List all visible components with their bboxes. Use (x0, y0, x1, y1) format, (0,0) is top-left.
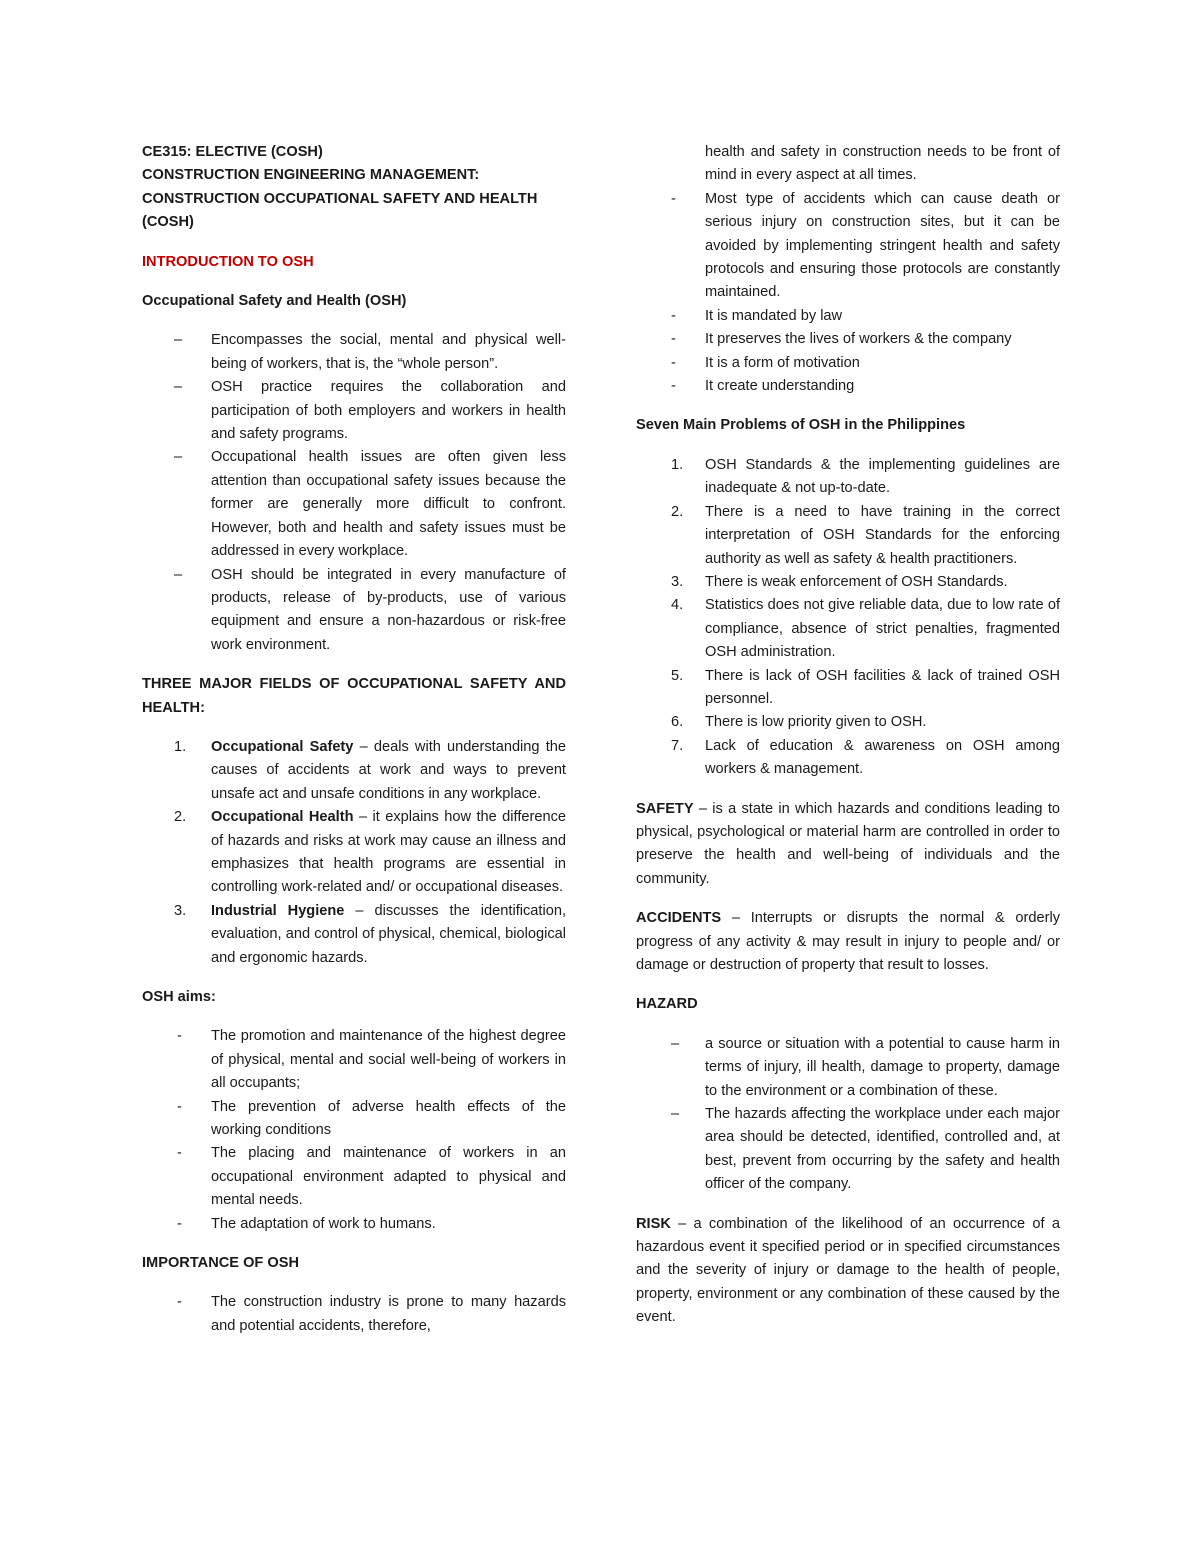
list-item: – Occupational health issues are often given less attention than occupational safety issues because the former are generally more difficult to confront. However, both and health and safety issues must be addressed in every workplace. (142, 446, 566, 563)
field-term: Industrial Hygiene (211, 902, 345, 919)
bullet-marker: – (174, 449, 183, 466)
list-item: – The hazards affecting the workplace under each major area should be detected, identified, controlled and, at best, prevent from occurring by the safety and health officer of the company. (671, 1106, 1060, 1193)
list-item: 6. There is low priority given to OSH. (671, 714, 927, 731)
list-item: – Encompasses the social, mental and physical well-being of workers, that is, the “whole person”. (142, 329, 566, 376)
problems-heading: Seven Main Problems of OSH in the Philippines (636, 417, 966, 434)
list-item: - The placing and maintenance of workers in an occupational environment adapted to physical and mental needs. (177, 1145, 566, 1209)
safety-term: SAFETY (636, 800, 694, 817)
importance-heading: IMPORTANCE OF OSH (142, 1255, 300, 1272)
hazard-list (636, 1033, 1060, 1197)
accidents-definition: ACCIDENTS – Interrupts or disrupts the normal & orderly progress of any activity & may result in injury to people and/ or damage or destruction of property that result to losses. (636, 910, 1060, 973)
right-column (636, 141, 1060, 1330)
list-item: - The prevention of adverse health effects of the working conditions (177, 1098, 566, 1139)
list-item: - It is a form of motivation (671, 354, 860, 371)
risk-term: RISK (636, 1215, 671, 1232)
intro-bullet-list (142, 329, 566, 657)
bullet-marker: – (174, 332, 183, 349)
fields-list (142, 736, 566, 970)
list-item: - It is mandated by law (671, 307, 843, 324)
list-item: 1. Occupational Safety – deals with understanding the causes of accidents at work and ways to prevent unsafe act and unsafe conditions in any workplace. (174, 738, 566, 802)
list-item: - The adaptation of work to humans. (177, 1215, 436, 1232)
list-item: 4. Statistics does not give reliable data, due to low rate of compliance, absence of strict penalties, fragmented OSH administration. (671, 597, 1060, 661)
list-item: 3. Industrial Hygiene – discusses the identification, evaluation, and control of physical, chemical, biological and ergonomic hazards. (174, 902, 566, 966)
problems-list (636, 454, 1060, 782)
safety-definition: SAFETY – is a state in which hazards and conditions leading to physical, psychological or material harm are controlled in order to preserve the health and well-being of individuals and the community. (636, 800, 1060, 887)
list-item: 3. There is weak enforcement of OSH Standards. (671, 573, 1008, 590)
hazard-heading: HAZARD (636, 996, 698, 1013)
list-item: 2. Occupational Health – it explains how the difference of hazards and risks at work may cause an illness and emphasizes that health programs are essential in controlling work-related and/ or occupational diseases. (174, 809, 567, 896)
list-item: – OSH practice requires the collaboration and participation of both employers and workers in health and safety programs. (142, 376, 566, 446)
bullet-marker: – (174, 379, 183, 396)
left-column (142, 141, 566, 1338)
bullet-marker: – (174, 566, 183, 583)
aims-list (142, 1025, 566, 1236)
field-term: Occupational Safety (211, 738, 354, 755)
course-code: CE315: ELECTIVE (COSH) (142, 144, 323, 160)
importance-list-start (142, 1291, 566, 1338)
list-item-continuation: health and safety in construction needs to be front of mind in every aspect at all times. (705, 144, 1060, 184)
list-item: 1. OSH Standards & the implementing guidelines are inadequate & not up-to-date. (671, 456, 1060, 497)
list-item: 5. There is lack of OSH facilities & lack of trained OSH personnel. (671, 667, 1060, 707)
course-subtitle: CONSTRUCTION OCCUPATIONAL SAFETY AND HEALTH (COSH) (142, 190, 538, 231)
list-item: 7. Lack of education & awareness on OSH among workers & management. (671, 737, 1060, 778)
importance-list (636, 188, 1060, 399)
list-item: - The promotion and maintenance of the highest degree of physical, mental and social well-being of workers in all occupants; (177, 1028, 566, 1092)
list-item: - The construction industry is prone to many hazards and potential accidents, therefore, (177, 1294, 566, 1334)
field-term: Occupational Health (211, 809, 354, 826)
list-item: - It preserves the lives of workers & the company (671, 331, 1012, 348)
list-item: 2. There is a need to have training in the correct interpretation of OSH Standards for the enforcing authority as well as safety & health practitioners. (671, 503, 1060, 567)
list-item: - It create understanding (671, 378, 855, 395)
osh-subheading: Occupational Safety and Health (OSH) (142, 293, 407, 310)
list-item: - Most type of accidents which can cause death or serious injury on construction sites, but it can be avoided by implementing stringent health and safety protocols and ensuring those protocols are constantly maintained. (671, 190, 1060, 301)
fields-heading: THREE MAJOR FIELDS OF OCCUPATIONAL SAFETY AND HEALTH: (142, 676, 566, 716)
risk-definition: RISK – a combination of the likelihood of an occurrence of a hazardous event it specified period or in specified circumstances and the severity of injury or damage to the health of people, property, environment or any combination of these caused by the event. (636, 1215, 1060, 1326)
course-title-line: CONSTRUCTION ENGINEERING MANAGEMENT: (142, 167, 480, 184)
accidents-term: ACCIDENTS (636, 910, 722, 927)
aims-heading: OSH aims: (142, 989, 216, 1005)
list-item: – a source or situation with a potential to cause harm in terms of injury, ill health, damage to property, damage to the environment or a combination of these. (671, 1035, 1060, 1099)
intro-heading: INTRODUCTION TO OSH (142, 253, 314, 270)
list-item: – OSH should be integrated in every manufacture of products, release of by-products, use of various equipment and ensure a non-hazardous or risk-free work environment. (142, 564, 566, 658)
